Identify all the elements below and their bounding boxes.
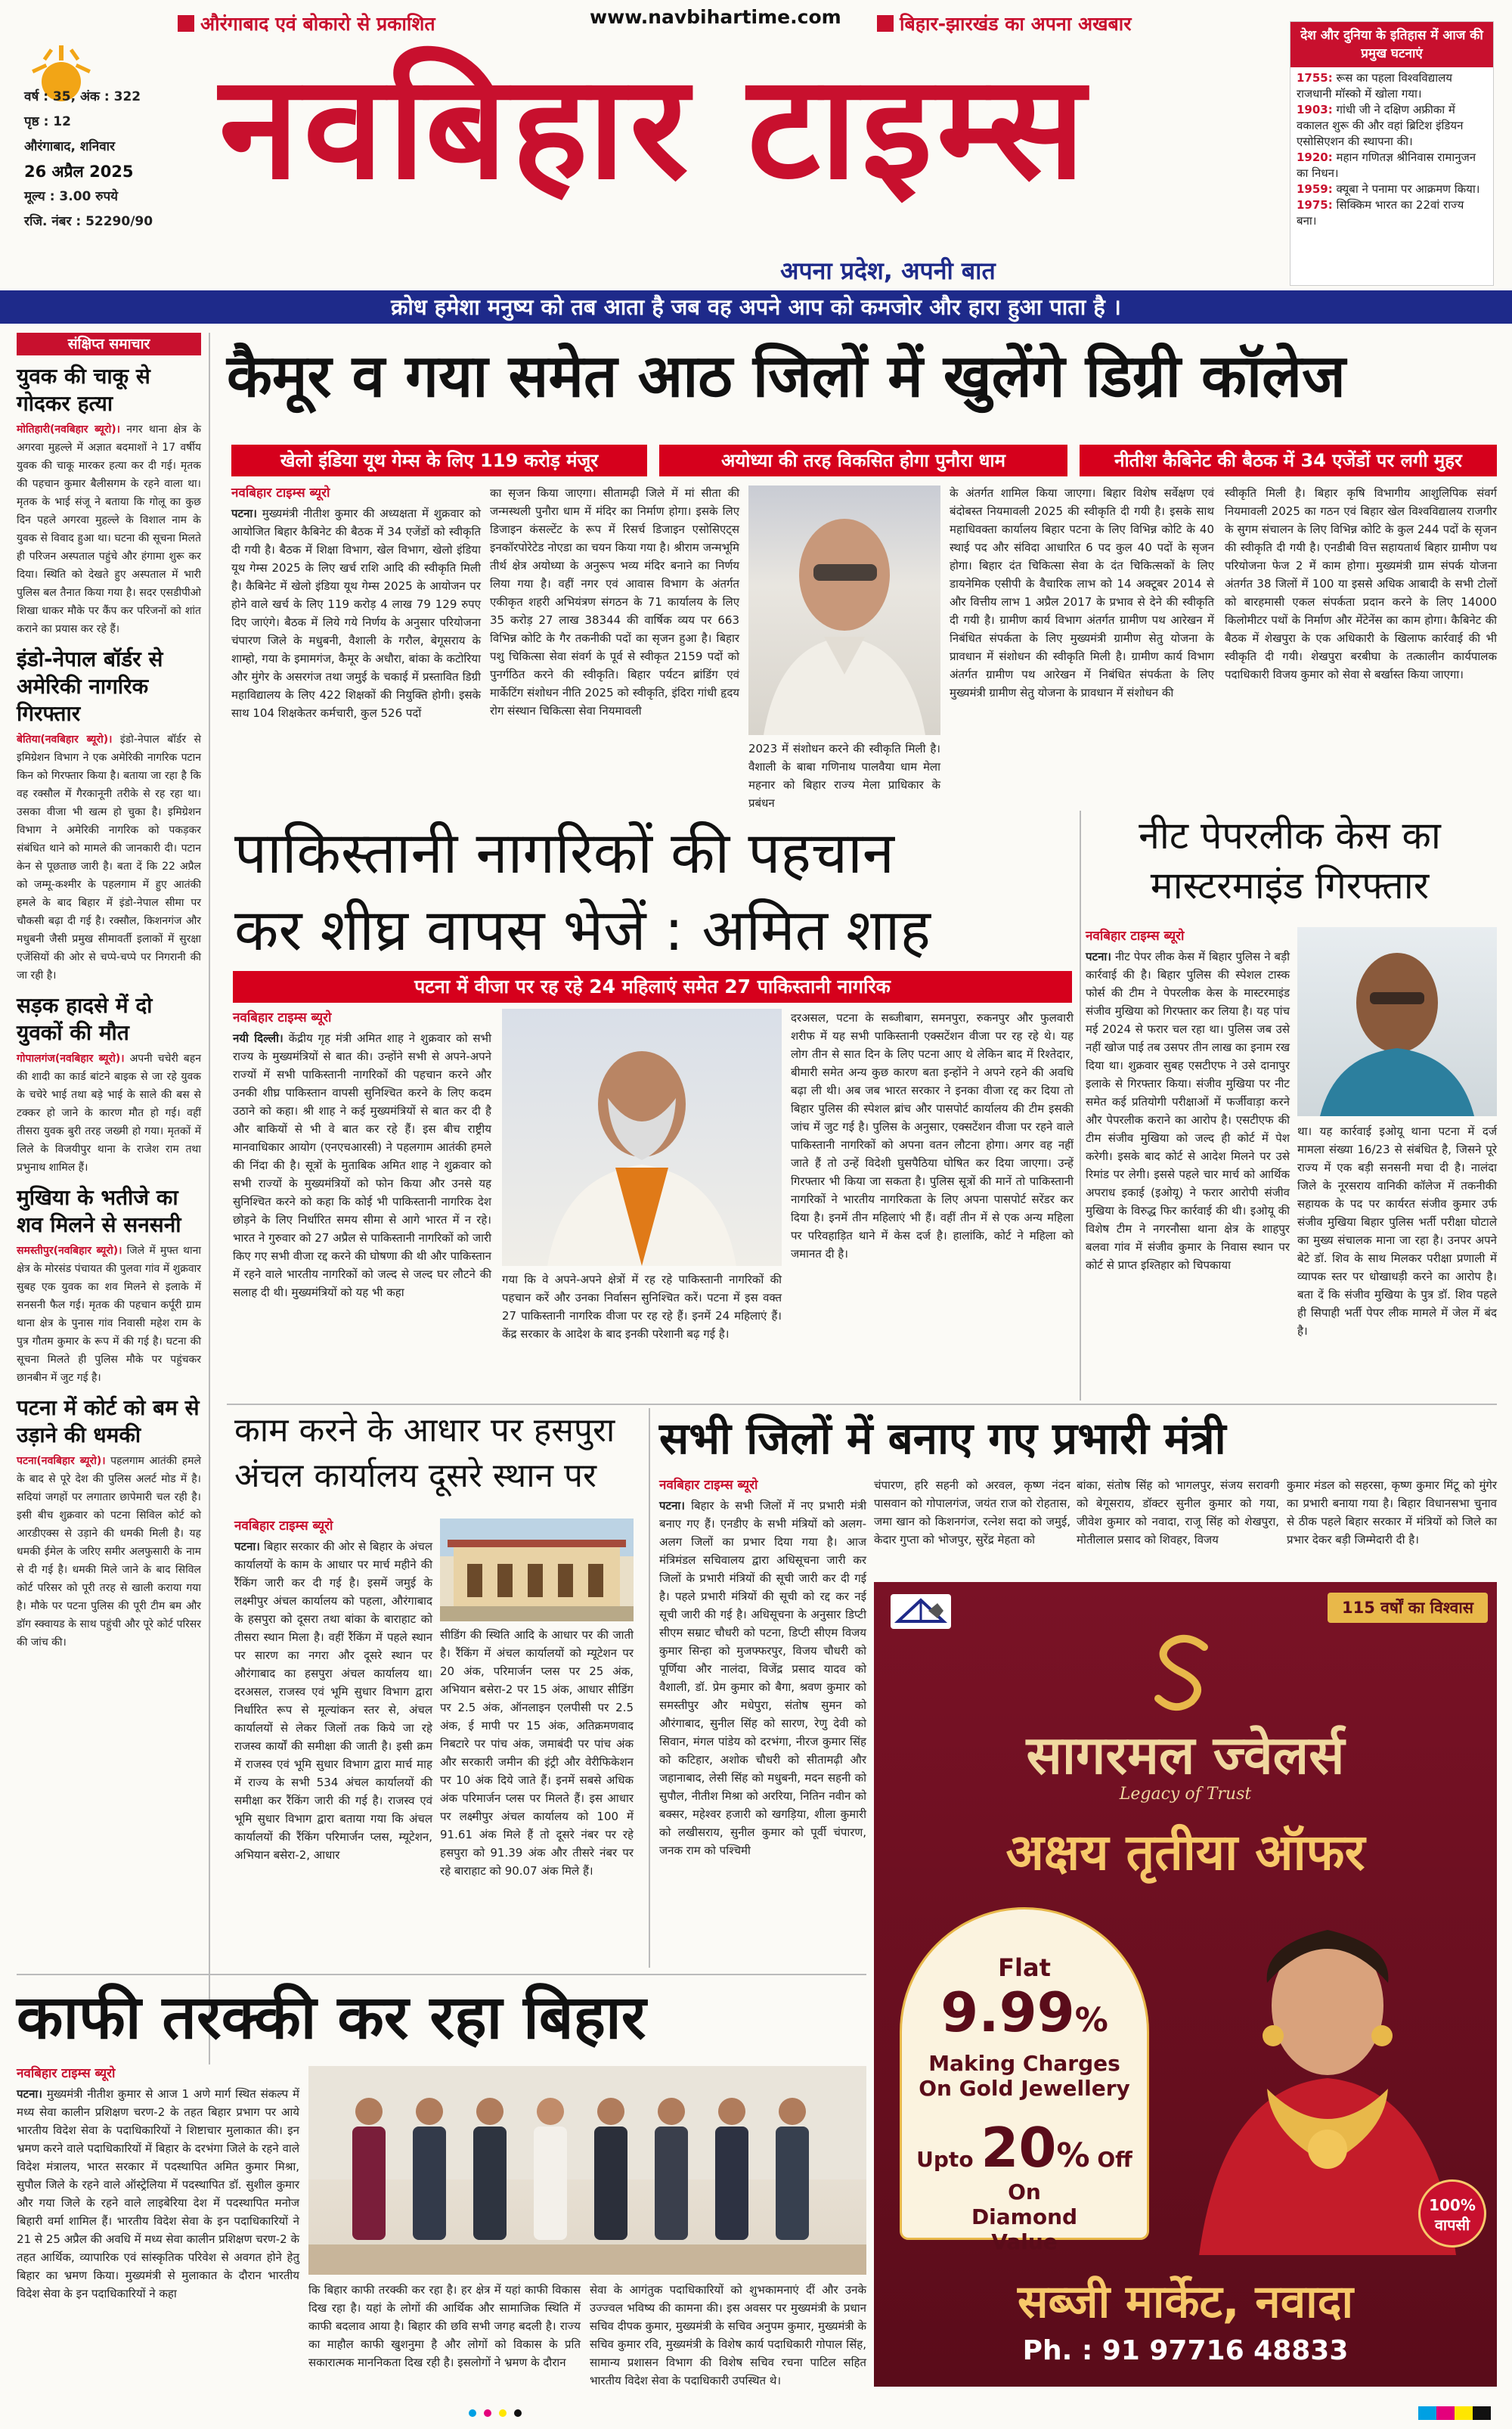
registration-marks: [0, 2402, 1512, 2429]
brief-title: इंडो-नेपाल बॉर्डर से अमेरिकी नागरिक गिरफ्तार: [17, 647, 163, 726]
ad-percent-1: 9.99%: [940, 1981, 1108, 2044]
lead-column-1: नवबिहार टाइम्स ब्यूरो पटना। मुख्यमंत्री नीतीश कुमार की अध्यक्षता में शुक्रवार को आयोजित बिहार कैबिनेट की बैठक में 34 एजेंडों को स्वीकृति दी गयी है। बैठक में शिक्षा विभाग, खेल विभाग, खेलो इंडिया यूथ गेम्स 2025 के लिए खर्च राशि आदि की स्वीकृति मिली है। कैबिनेट में खेलो इंडिया यूथ गेम्स 2025 के आयोजन पर होने वाले खर्च के लिए 119 करोड़ 4 लाख 79 129 रुपए दिए जाएंगे। बैठक में लिये गये निर्णय के अनुसार परियोजना चंपारण जिले के मधुबनी, वैशाली के गरौल, बेगूसराय के शाम्हो, गया के इमामगंज, कैमूर के अधौरा, बांका के कटोरिया और मुंगेर के असरगंज तथा जमुई के चकाई में प्रस्तावित डिग्री महाविद्यालय के लिए 422 शिक्षकों की नियुक्ति होगी। इसके साथ 104 शिक्षकेतर कर्मचारी, कुल 526 पदों: [231, 485, 481, 720]
history-item: 1920: महान गणितज्ञ श्रीनिवास रामानुजन का निधन।: [1297, 150, 1476, 180]
ad-refund-badge: 100% वापसी: [1418, 2179, 1486, 2248]
thought-bar: [0, 290, 1512, 324]
ad-offer: अक्षय तृतीया ऑफर: [1005, 1823, 1365, 1881]
history-item: 1755: रूस का पहला विश्वविद्यालय राजधानी मॉस्को में खोला गया।: [1297, 71, 1452, 101]
left-tag: औरंगाबाद एवं बोकारो से प्रकाशित: [178, 11, 435, 36]
byline: नवबिहार टाइम्स ब्यूरो: [233, 1010, 332, 1025]
ad-gold-jewellery: On Gold Jewellery: [919, 2076, 1130, 2101]
brief-item: इंडो-नेपाल बॉर्डर से अमेरिकी नागरिक गिरफ्तार बेतिया(नवबिहार ब्यूरो)। इंडो-नेपाल बॉर्डर से इमिग्रेशन विभाग ने एक अमेरिकी नागरिक पटान किन को गिरफ्तार किया है। बताया जा रहा है कि वह रक्सौल में गैरकानूनी तरीके से रह रहा था। उसका वीजा भी खत्म हो चुका है। इमिग्रेशन विभाग ने अमेरिकी नागरिक को पकड़कर संबंधित थाने को मामले की जानकारी दी। पटान केन से पूछताछ जारी है। बता दें कि 22 अप्रैल को जम्मू-कश्मीर के पहलगाम में हुए आतंकी हमले के बाद बिहार में इंडो-नेपाल सीमा पर चौकसी बढ़ा दी गई है। रक्सौल, किशनगंज और मधुबनी जैसी प्रमुख सीमावर्ती इलाकों में सुरक्षा एजेंसियों की ओर से चप्पे-चप्पे पर निगरानी की जा रही है।: [17, 647, 201, 982]
incharge-headline: सभी जिलों में बनाए गए प्रभारी मंत्री: [659, 1413, 1226, 1464]
divider: [227, 1404, 1497, 1405]
place-day: औरंगाबाद, शनिवार: [24, 139, 116, 154]
shah-column-1: नवबिहार टाइम्स ब्यूरो नयी दिल्ली। केंद्रीय गृह मंत्री अमित शाह ने शुक्रवार को सभी राज्य के मुख्यमंत्रियों से बात की। उन्होंने सभी से अपने-अपने राज्यों में सभी पाकिस्तानी नागरिकों की पहचान करने और उनकी शीघ्र पाकिस्तान वापसी सुनिश्चित करने के लिए कदम उठाने को कहा। श्री शाह ने कई मुख्यमंत्रियों से बात कर दी है और बाकियों से भी वे बात कर रहे हैं। इस बीच राष्ट्रीय मानवाधिकार आयोग (एनएचआरसी) ने पहलगाम आतंकी हमले की निंदा की है। सूत्रों के मुताबिक अमित शाह ने शुक्रवार को सभी राज्यों के मुख्यमंत्रियों को फोन किया और उनसे यह सुनिश्चित करने को कहा कि कोई भी पाकिस्तानी नागरिक देश छोड़ने के लिए निर्धारित समय सीमा से आगे भारत में न रहे। भारत ने गुरुवार को 27 अप्रैल से पाकिस्तानी नागरिकों को जारी किए गए सभी वीजा रद्द करने की घोषणा की थी और पाकिस्तान में रहने वाले भारतीय नागरिकों को जल्द से जल्द घर लौटने की सलाह दी थी। मुख्यमंत्रियों को यह भी कहा: [233, 1010, 491, 1299]
history-item: 1903: गांधी जी ने दक्षिण अफ्रीका में वकालत शुरू की और वहां ब्रिटिश इंडियन एसोसिएशन की स्थापना की।: [1297, 103, 1464, 148]
masthead: [0, 0, 1512, 285]
tarakki-headline: काफी तरक्की कर रहा बिहार: [17, 1982, 646, 2052]
divider: [1080, 811, 1081, 1401]
issue-date: 26 अप्रैल 2025: [24, 163, 134, 181]
byline: नवबिहार टाइम्स ब्यूरो: [659, 1478, 758, 1493]
brief-title: सड़क हादसे में दो युवकों की मौत: [17, 993, 153, 1045]
thought-quote: क्रोध हमेशा मनुष्य को तब आता है जब वह अपने आप को कमजोर और हारा हुआ पाता है ।: [391, 294, 1121, 320]
lead-subhead-3: नीतीश कैबिनेट की बैठक में 34 एजेंडों पर लगी मुहर: [1080, 445, 1497, 476]
masthead-title: नवबिहार टाइम्स: [219, 42, 1090, 211]
incharge-column-1: नवबिहार टाइम्स ब्यूरो पटना। बिहार के सभी जिलों में नए प्रभारी मंत्री बनाए गए हैं। एनडीए के सभी मंत्रियों को अलग-अलग जिलों का प्रभार दिया गया है। आज मंत्रिमंडल सचिवालय द्वारा अधिसूचना जारी कर जिलों के प्रभारी मंत्रियों की सूची जारी कर दी गई है। पहले प्रभारी मंत्रियों की सूची को रद्द कर नई सूची जारी की गई है। अधिसूचना के अनुसार डिप्टी सीएम सम्राट चौधरी को पटना, डिप्टी सीएम विजय कुमार सिन्हा को मुजफ्फरपुर, विजय चौधरी को पूर्णिया और नालंदा, विजेंद्र प्रसाद यादव को वैशाली, डॉ. प्रेम कुमार को बैगा, श्रवण कुमार को समस्तीपुर और मधेपुरा, संतोष सुमन को औरंगाबाद, सुनील सिंह को सारण, रेणु देवी को सिवान, मंगल पांडेय को दरभंगा, नीरज कुमार सिंह को कटिहार, अशोक चौधरी को सीतामढ़ी और जहानाबाद, लेसी सिंह को मधुबनी, मदन सहनी को सुपौल, नीतीश मिश्रा को अररिया, नितिन नवीन को बक्सर, महेश्वर हजारी को खगड़िया, शीला कुमारी को लखीसराय, सुनील कुमार को पूर्वी चंपारण, जनक राम को पश्चिमी: [659, 1478, 866, 1857]
nitish-photo: [748, 485, 940, 735]
anchal-office-photo: [440, 1519, 634, 1621]
tagline: अपना प्रदेश, अपनी बात: [780, 256, 996, 285]
byline: नवबिहार टाइम्स ब्यूरो: [17, 2066, 116, 2081]
tarakki-column-3: सेवा के आगंतुक पदाधिकारियों को शुभकामनाएं दीं और उनके उज्ज्वल भविष्य की कामना की। इस अवसर पर मुख्यमंत्री के प्रधान सचिव दीपक कुमार, मुख्यमंत्री के सचिव अनुपम कुमार, मुख्यमंत्री के सचिव कुमार रवि, मुख्यमंत्री के विशेष कार्य पदाधिकारी गोपाल सिंह, सामान्य प्रशासन विभाग की विशेष सचिव रचना पाटिल सहित भारतीय विदेश सेवा के पदाधिकारी उपस्थित थे।: [590, 2283, 866, 2387]
brief-title: युवक की चाकू से गोदकर हत्या: [17, 364, 150, 416]
ad-legacy: Legacy of Trust: [1119, 1785, 1252, 1804]
sagarmal-jewellers-ad[interactable]: [874, 1582, 1497, 2387]
ad-address: सब्जी मार्केट, नवादा: [1017, 2275, 1354, 2328]
briefs-heading: संक्षिप्त समाचार: [17, 333, 201, 355]
sanjeev-mukhiya-photo: [1297, 927, 1497, 1116]
registration: रजि. नंबर : 52290/90: [24, 214, 153, 229]
divider: [17, 1974, 866, 1975]
brief-item: सड़क हादसे में दो युवकों की मौत गोपालगंज(नवबिहार ब्यूरो)। अपनी चचेरी बहन की शादी का कार्ड बांटने बाइक से जा रहे युवक के चचेरे भाई तथा बड़े भाई के साले की बस से टक्कर हो जाने के कारण मौत हो गई। वहीं तीसरा युवक बुरी तरह जख्मी हो गया। मृतकों में लिले के विजयीपुर थाना के राजेश राम तथा प्रभुनाथ शामिल हैं।: [17, 993, 201, 1174]
amit-shah-photo: [502, 1009, 782, 1266]
shah-headline-line-2: कर शीघ्र वापस भेजें : अमित शाह: [234, 896, 931, 963]
lead-column-5: स्वीकृति मिली है। बिहार कृषि विभागीय आशुलिपिक संवर्ग नियमावली 2025 का गठन एवं बिहार खेल विश्वविद्यालय राजगीर के सुगम संचालन के लिए विभिन्न कोटि के कुल 244 पदों के सृजन की स्वीकृति दी गयी है। एनडीबी वित्त सहायतार्थ बिहार ग्रामीण पथ परियोजना फेज 2 में काम होगा। मुख्यमंत्री ग्राम संपर्क योजना अंतर्गत 38 जिलों में 100 या इससे अधिक आबादी के सभी टोलों को बारहमासी एकल संपर्कता प्रदान करने के लिए 14000 किलोमीटर पथों के निर्माण और मेंटेनेंस का काम होगा। कैबिनेट की बैठक में शेखपुरा के एक अधिकारी के खिलाफ कार्रवाई की भी स्वीकृति दी गयी। शेखपुरा बरबीघा के तत्कालीन कार्यपालक पदाधिकारी विजय कुमार को सेवा से बर्खास्त किया जाएगा।: [1225, 486, 1497, 681]
square-icon: [178, 15, 194, 32]
ad-logo: [891, 1594, 951, 1629]
ad-making-charge-offer: [900, 1907, 1149, 2254]
color-dots: [469, 2409, 522, 2417]
incharge-column-2: चंपारण, हरि सहनी को अरवल, कृष्ण नंदन पासवान को गोपालगंज, जयंत राज को रोहतास, जमा खान को किशनगंज, रत्नेश सदा को जमुई, केदार गुप्ता को भोजपुर, सुरेंद्र मेहता को: [874, 1478, 1070, 1546]
shah-subhead: पटना में वीजा पर रह रहे 24 महिलाएं समेत 27 पाकिस्तानी नागरिक: [233, 971, 1072, 1003]
lead-subhead-1: खेलो इंडिया यूथ गेम्स के लिए 119 करोड़ मंजूर: [231, 445, 647, 476]
tarakki-column-1: नवबिहार टाइम्स ब्यूरो पटना। मुख्यमंत्री नीतीश कुमार से आज 1 अणे मार्ग स्थित संकल्प में मध्य सेवा कालीन प्रशिक्षण चरण-2 के तहत बिहार प्रभाग पर आये भारतीय विदेश सेवा के पदाधिकारियों ने शिष्टाचार मुलाकात की। इन भ्रमण करने वाले पदाधिकारियों में बिहार के दरभंगा जिले के रहने वाले विदेश मंत्रालय, भारत सरकार में पदस्थापित अमित कुमार मिश्रा, सुपौल जिले के रहने वाले ऑस्ट्रेलिया में पदस्थापित डॉ. सुशील कुमार और गया जिले के रहने वाले लाइबेरिया देश में पदस्थापित मनोज बिहारी वर्मा शामिल हैं। भारतीय विदेश सेवा के इन पदाधिकारियों ने 21 से 25 अप्रैल की अवधि में मध्य सेवा कालीन प्रशिक्षण चरण-2 के तहत आर्थिक, व्यापारिक एवं सांस्कृतिक परिवेश से अवगत होने हेतु बिहार का भ्रमण किया। मुख्यमंत्री से मुलाकात के दौरान भारतीय विदेश सेवा के इन पदाधिकारियों ने कहा: [17, 2066, 299, 2300]
issue-info: [24, 85, 206, 234]
right-tag: बिहार-झारखंड का अपना अखबार: [877, 11, 1132, 36]
incharge-column-3: बांका, संतोष सिंह को भागलपुर, संजय सरावगी को बेगूसराय, डॉक्टर सुनील कुमार को गया, जीवेश कुमार को नवादा, राजू सिंह को शेखपुरा, मोतीलाल प्रसाद को शिवहर, विजय: [1077, 1478, 1279, 1546]
lead-subhead-2: अयोध्या की तरह विकसित होगा पुनौरा धाम: [659, 445, 1067, 476]
ad-discount-line: Upto 20% Off: [916, 2116, 1132, 2179]
incharge-column-4: कुमार मंडल को सहरसा, कृष्ण कुमार मिंटू को मुंगेर का प्रभारी बनाया गया है। बिहार विधानसभा चुनाव से ठीक पहले बिहार सरकार में मंत्रियों को जिले का प्रभार देकर बड़ी जिम्मेदारी दी है।: [1287, 1478, 1497, 1546]
lead-headline: कैमूर व गया समेत आठ जिलों में खुलेंगे डिग्री कॉलेज: [227, 343, 1346, 411]
byline: नवबिहार टाइम्स ब्यूरो: [1086, 929, 1185, 944]
lead-photo-caption: 2023 में संशोधन करने की स्वीकृति मिली है। वैशाली के बाबा गणिनाथ पालवैया धाम मेला महनार को बिहार राज्य मेला प्राधिकार के प्रबंधन: [748, 742, 940, 810]
brief-title: मुखिया के भतीजे का शव मिलने से सनसनी: [17, 1185, 181, 1237]
tarakki-column-2: कि बिहार काफी तरक्की कर रहा है। हर क्षेत्र में यहां काफी विकास दिख रहा है। यहां के लोगों की आर्थिक और सामाजिक स्थिति में काफी बदलाव आया है। बिहार की छवि सभी जगह बदली है। राज्य का माहौल काफी खुशनुमा है और लोगों को विकास के प्रति सकारात्मक माननिकता दिख रही है। इसलोगों ने भ्रमण के दौरान: [308, 2283, 581, 2369]
briefs-column: [17, 333, 210, 2064]
history-heading: देश और दुनिया के इतिहास में आज की प्रमुख घटनाएं: [1290, 22, 1493, 67]
cmyk-strip: [1418, 2406, 1491, 2420]
ad-diamond: Diamond: [971, 2204, 1078, 2229]
cm-meeting-photo: [308, 2066, 866, 2275]
divider: [649, 1408, 650, 1968]
history-item: 1975: सिक्किम भारत का 22वां राज्य बना।: [1297, 198, 1464, 228]
hasanpur-headline: काम करने के आधार पर हसपुरा अंचल कार्यालय दूसरे स्थान पर: [234, 1411, 615, 1495]
shah-headline-line-1: पाकिस्तानी नागरिकों की पहचान: [234, 819, 894, 886]
neet-headline: नीट पेपरलीक केस का मास्टरमाइंड गिरफ्तार: [1139, 814, 1441, 907]
year-issue: वर्ष : 35, अंक : 322: [24, 89, 141, 104]
page-count: पृष्ठ : 12: [24, 114, 71, 129]
ad-phone[interactable]: Ph. : 91 97716 48833: [1022, 2335, 1349, 2366]
brief-title: पटना में कोर्ट को बम से उड़ाने की धमकी: [17, 1395, 200, 1447]
neet-column-2: था। यह कार्रवाई इओयू थाना पटना में दर्ज मामला संख्या 16/23 से संबंधित है, जिसने पूरे राज्य में एक बड़ी सनसनी मचा दी है। नालंदा जिले के नूरसराय वानिकी कॉलेज में तकनीकी सहायक के पद पर कार्यरत संजीव कुमार उर्फ संजीव मुखिया बिहार पुलिस भर्ती परीक्षा घोटाले का मुख्य संचालक माना जा रहा है। उनपर अपने बेटे डॉ. शिव के साथ मिलकर परीक्षा प्रणाली में व्यापक स्तर पर धोखाधड़ी करने का आरोप है। बता दें कि संजीव मुखिया के पुत्र डॉ. शिव पहले ही सिपाही भर्ती पेपर लीक मामले में जेल में बंद है।: [1297, 1125, 1497, 1338]
sun-emblem: [17, 44, 106, 82]
hasanpur-column-2: सीडिंग की स्थिति आदि के आधार पर की जाती है। रैंकिंग में अंचल कार्यालयों को म्यूटेशन पर 20 अंक, परिमार्जन प्लस पर 25 अंक, अभियान बसेरा-2 पर 15 अंक, आधार सीडिंग पर 2.5 अंक, ऑनलाइन एलपीसी पर 2.5 अंक, ई मापी पर 15 अंक, अतिक्रमणवाद निबटारे पर पांच अंक, जमाबंदी पर पांच अंक और सरकारी जमीन की इंट्री और वेरीफिकेशन पर 10 अंक दिये जाते हैं। इनमें सबसे अधिक अंक परिमार्जन प्लस पर मिलते हैं। इस आधार पर लक्ष्मीपुर अंचल कार्यालय को 100 में 91.61 अंक मिले हैं तो दूसरे नंबर पर रहे हसपुरा को 91.39 अंक और तीसरे नंबर पर रहे बाराहाट को 90.07 अंक मिले हैं।: [440, 1628, 634, 1878]
brief-item: युवक की चाकू से गोदकर हत्या मोतिहारी(नवबिहार ब्यूरो)। नगर थाना क्षेत्र के अगरवा मुहल्ले में अज्ञात बदमाशों ने 17 वर्षीय युवक की चाकू मारकर हत्या कर दी गई। मृतक की पहचान कुमार बैलीसगम के रहने वाला था। मृतक के भाई संजू ने बताया कि गोलू का कुछ दिन पहले अगरवा मुहल्ले के विशाल नाम के युवक से विवाद हुआ था। घटना की सूचना मिलते ही परिजन अस्पताल पहुंचे और हंगामा शुरू कर दिया। स्थिति को देखते हुए अस्पताल में भारी पुलिस बल तैनात किया गया है। सदर एसडीपीओ शिखा धाकर मौके पर कैंप कर परिजनों को शांत कराने का प्रयास कर रहे हैं।: [17, 364, 202, 635]
ad-brand: सागरमल ज्वेलर्स: [1026, 1724, 1345, 1786]
lead-column-2: का सृजन किया जाएगा। सीतामढ़ी जिले में मां सीता की जन्मस्थली पुनौरा धाम में मंदिर का निर्माण होगा। इसके लिए डिजाइन कंसल्टेंट के रूप में रिसर्च डिजाइन एसोसिएट्स इनकॉरपोरेटेड नोएडा का चयन किया गया है। श्रीराम जन्मभूमि तीर्थ क्षेत्र अयोध्या के अनुरूप भव्य मंदिर बनाने का निर्णय लिया गया है। वहीं नगर एवं आवास विभाग के अंतर्गत एकीकृत शहरी अभियंत्रण संगठन के 71 कार्यालय के लिए 35 करोड़ 27 लाख 38344 की वार्षिक व्यय पर 663 विभिन्न कोटि के गैर तकनीकी पदों का सृजन हुआ है। बिहार पशु चिकित्सा सेवा संवर्ग के पूर्व से स्वीकृत 2159 पदों को पुनर्गठित करने की स्वीकृति। बिहार पर्यटन ब्रांडिंग एवं मार्केटिंग संशोधन नीति 2025 को स्वीकृति, इंदिरा गांधी हृदय रोग संस्थान चिकित्सा सेवा नियमावली: [490, 486, 739, 718]
byline: नवबिहार टाइम्स ब्यूरो: [234, 1519, 333, 1534]
ad-badge: 115 वर्षों का विश्वास: [1328, 1593, 1488, 1623]
price: मूल्य : 3.00 रुपये: [24, 189, 118, 204]
ad-flat: Flat: [998, 1953, 1051, 1982]
ad-making-charges: Making Charges: [928, 2051, 1120, 2076]
neet-column-1: नवबिहार टाइम्स ब्यूरो पटना। नीट पेपर लीक केस में बिहार पुलिस ने बड़ी कार्रवाई की है। बिहार पुलिस की स्पेशल टास्क फोर्स की टीम ने पेपरलीक केस के मास्टरमाइंड संजीव मुखिया को गिरफ्तार कर लिया है। यह पांच मई 2024 से फरार चल रहा था। पुलिस जब उसे नहीं खोज पाई तब उसपर तीन लाख का इनाम रख दिया था। शुक्रवार सुबह एसटीएफ ने उसे दानापुर इलाके से गिरफ्तार किया। संजीव मुखिया पर नीट समेत कई प्रतियोगी परीक्षाओं में फर्जीवाड़ा करने और पेपरलीक कराने का आरोप है। एसटीएफ की टीम संजीव मुखिया को जल्द ही कोर्ट में पेश करेगी। इसके बाद कोर्ट से आदेश मिलने पर उसे रिमांड पर लेगी। इससे पहले चार मार्च को आर्थिक अपराध इकाई (इओयू) ने फरार आरोपी संजीव मुखिया के विरुद्ध फिर कार्रवाई की थी। इओयू की विशेष टीम ने नगरनौसा थाना क्षेत्र के शाहपुर बलवा गांव में संजीव कुमार के निवास स्थान पर कोर्ट से प्राप्त इश्तिहार को चिपकाया: [1086, 929, 1290, 1272]
shah-column-3: दरअसल, पटना के सब्जीबाग, समनपुरा, रुकनपुर और फुलवारी शरीफ में यह सभी पाकिस्तानी एक्सटेंशन वीजा पर रह रहे थे। यह लोग तीन से सात दिन के लिए पटना आए थे लेकिन बाद में रिश्तेदार, बीमारी समेत अन्य कुछ कारण बता इन्होंने ने अपने रहने की अवधि बढ़ा ली थी। अब जब भारत सरकार ने इनका वीजा रद्द कर दिया तो बिहार पुलिस की स्पेशल ब्रांच और पासपोर्ट कार्यालय की टीम इसकी जांच में जुट गई है। पुलिस के अनुसार, एक्सटेंशन वीजा पर रहने वाले पाकिस्तानी नागरिकों को अपना वतन लौटना होगा। अगर वह नहीं जाते हैं तो उन्हें विदेशी घुसपैठिया घोषित कर दिया जाएगा। उन्हें गिरफ्तार भी किया जा सकता है। पुलिस सूत्रों की मानें तो पाकिस्तानी नागरिकों ने भारतीय नागरिकता के लिए अपना पासपोर्ट सरेंडर कर दिया है। इनमें तीन महिलाएं भी हैं। वहीं तीन में से एक अन्य महिला पर परिवहाड़ित थाने में केस दर्ज है। हालांकि, कोर्ट ने महिला को जमानत दी है।: [791, 1011, 1074, 1261]
byline: नवबिहार टाइम्स ब्यूरो: [231, 485, 330, 501]
hasanpur-column-1: नवबिहार टाइम्स ब्यूरो पटना। बिहार सरकार की ओर से बिहार के अंचल कार्यालयों के काम के आधार पर मार्च महीने की रैंकिंग जारी कर दी गई है। इसमें जमुई के लक्ष्मीपुर अंचल कार्यालय को पहला, औरंगाबाद के हसपुरा को दूसरा तथा बांका के बाराहाट को तीसरा स्थान मिला है। वहीं रैंकिंग में पहले स्थान पर सारण का नगरा और दूसरे स्थान पर औरंगाबाद का हसपुरा अंचल कार्यालय था। दरअसल, राजस्व एवं भूमि सुधार विभाग द्वारा निर्धारित रूप से मूल्यांकन स्तर से, अंचल कार्यालयों से लेकर जिलों तक किये जा रहे राजस्व कार्यों की समीक्षा की जाती है। इसी क्रम में राजस्व एवं भूमि सुधार विभाग द्वारा मार्च माह में राज्य के सभी 534 अंचल कार्यालयों की समीक्षा कर रैंकिंग जारी की गई है। राजस्व एवं भूमि सुधार विभाग द्वारा बताया गया कि अंचल कार्यालयों की रैंकिंग परिमार्जन प्लस, म्यूटेशन, अभियान बसेरा-2, आधार: [234, 1519, 432, 1862]
ad-s-monogram: [874, 1632, 1497, 1718]
shah-photo-caption: गया कि वे अपने-अपने क्षेत्रों में रह रहे पाकिस्तानी नागरिकों की पहचान करें और उनका निर्वासन सुनिश्चित करें। पटना में इस वक्त 27 पाकिस्तानी नागरिक वीजा पर रह रहे हैं। इनमें 24 महिलाएं हैं। केंद्र सरकार के आदेश के बाद इनकी परेशानी बढ़ गई है।: [502, 1273, 782, 1341]
history-list: [1290, 67, 1493, 232]
brief-item: मुखिया के भतीजे का शव मिलने से सनसनी समस्तीपुर(नवबिहार ब्यूरो)। जिले में मुफ्त थाना क्षेत्र के मोरसंड पंचायत की पुलवा गांव में शुक्रवार सुबह एक युवक का शव मिलने से इलाके में सनसनी फैल गई। मृतक की पहचान कर्पूरी ग्राम थाना क्षेत्र के पुनास गांव निवासी महेश राम के पुत्र गौतम कुमार के रूप में की गई है। घटना की सूचना मिलते ही पुलिस मौके पर पहुंचकर छानबीन में जुट गई है।: [17, 1185, 201, 1384]
website[interactable]: www.navbihartime.com: [590, 6, 841, 28]
ad-on: On: [1008, 2179, 1041, 2204]
lead-column-4: के अंतर्गत शामिल किया जाएगा। बिहार विशेष सर्वेक्षण एवं बंदोबस्त नियमावली 2025 की स्वीकृति दी गयी है। इसके साथ महाधिवक्ता कार्यालय बिहार पटना के लिए विभिन्न कोटि के 40 स्थाई पद और संविदा आधारित 6 पद कुल 40 पदों के सृजन होगा। बिहार दंत चिकित्सा सेवा के दंत चिकित्सकों के लिए डायनेमिक एसीपी के वैचारिक लाभ को 14 अक्टूबर 2014 से और वित्तीय लाभ 1 अप्रैल 2017 के प्रभाव से देने की स्वीकृति दी गयी है। ग्रामीण कार्य विभाग अंतर्गत ग्रामीण पथ आरेखन में निबंधित संपर्कता के लिए मुख्यमंत्री ग्रामीण सेतु योजना के प्रावधान में संशोधन की स्वीकृति मिली है। ग्रामीण कार्य विभाग अंतर्गत ग्रामीण पथ आरेखन में निबंधित संपर्कता के लिए मुख्यमंत्री ग्रामीण सेतु योजना के प्रावधान में संशोधन की: [950, 486, 1214, 700]
history-box: [1290, 21, 1494, 286]
history-item: 1959: क्यूबा ने पनामा पर आक्रमण किया।: [1297, 182, 1480, 196]
ad-value: Value: [991, 2229, 1058, 2254]
brief-item: पटना में कोर्ट को बम से उड़ाने की धमकी पटना(नवबिहार ब्यूरो)। पहलगाम आतंकी हमले के बाद से पूरे देश की पुलिस अलर्ट मोड में है। सदियां जगहों पर लगातार छापेमारी चल रही है। इसी बीच शुक्रवार को पटना सिविल कोर्ट को आरडीएक्स से उड़ाने की धमकी मिली है। यह धमकी ईमेल के जरिए समीर अलफुसारी के नाम से दी गई है। धमकी मिले जाने के बाद सिविल कोर्ट परिसर को पूरी तरह से खाली कराया गया है। मौके पर पटना पुलिस की पूरी टीम बम और डॉग स्क्वायड के साथ पहुंची और पूरे कोर्ट परिसर की जांच की।: [17, 1395, 201, 1649]
